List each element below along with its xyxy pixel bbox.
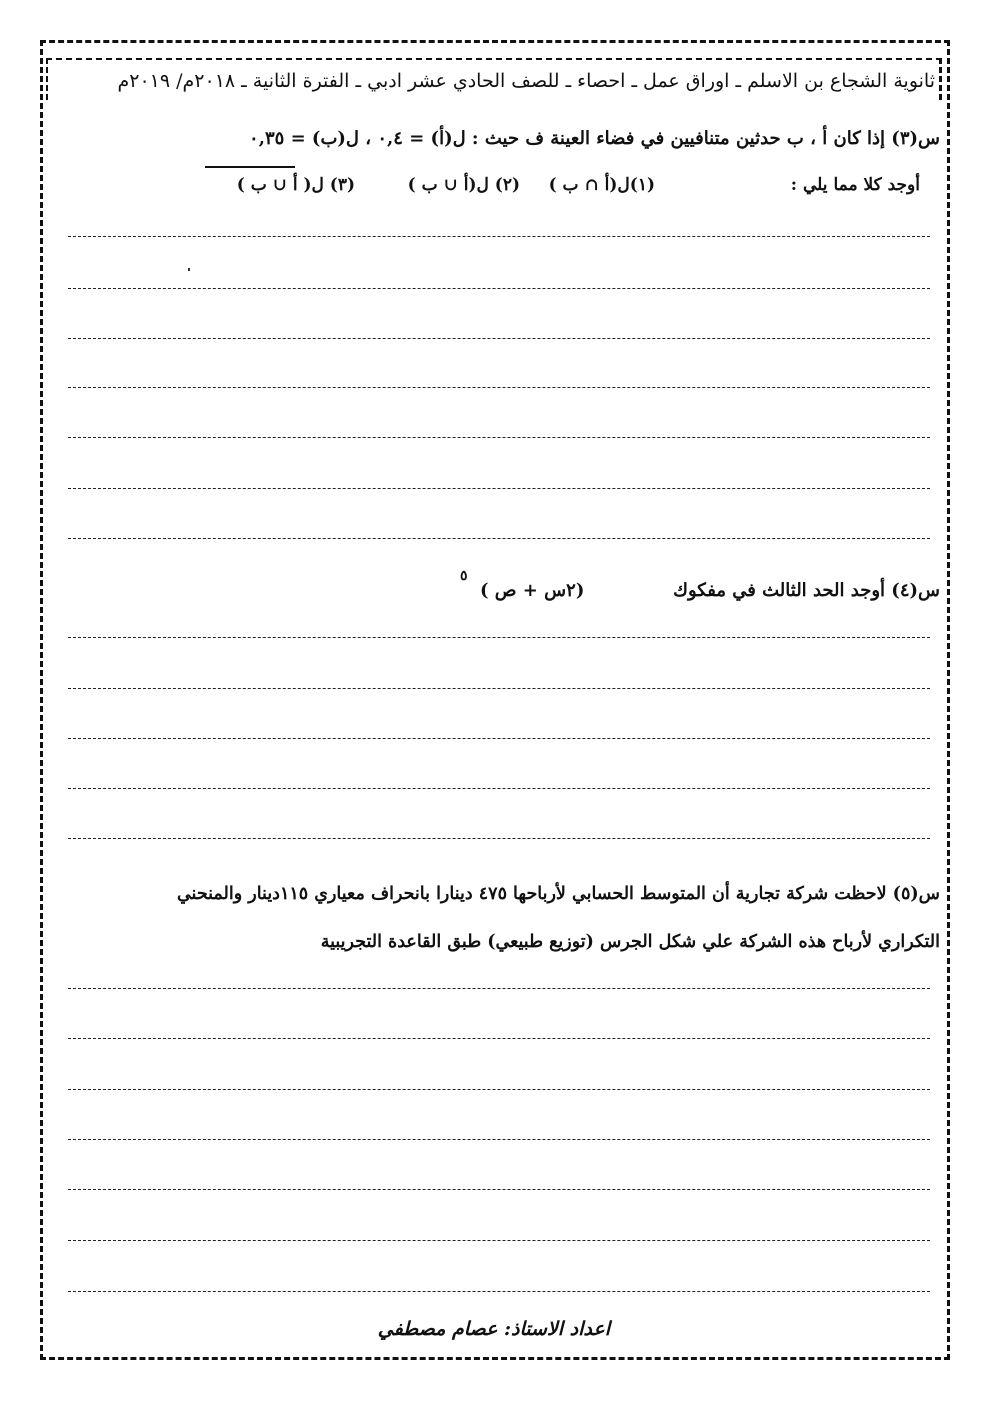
part-3: (٣) ل( ﺃ ∪ ب ): [236, 175, 355, 195]
answer-line: [68, 1189, 930, 1190]
page-border: [40, 40, 950, 1360]
binomial-exponent: ٥: [460, 568, 468, 584]
answer-line: [68, 338, 930, 339]
find-label: أوجد كلا مما يلي :: [790, 175, 920, 195]
answer-line: [68, 236, 930, 237]
answer-line: [68, 488, 930, 489]
answer-line: [68, 788, 930, 789]
answer-line: [68, 1089, 930, 1090]
answer-line: [68, 437, 930, 438]
question-4-text: س(٤) أوجد الحد الثالث في مفكوك: [673, 580, 940, 601]
part-2: (٢) ل(ﺃ ∪ ب ): [407, 175, 520, 195]
page-header: ثانوية الشجاع بن الاسلم ـ اوراق عمل ـ احصاء ـ للصف الحادي عشر ادبي ـ الفترة الثانية ـ ٢٠١٨م/ ٢٠١٩م: [117, 70, 935, 92]
answer-line: [68, 738, 930, 739]
question-3: س(٣) إذا كان ﺃ ، ب حدثين متنافيين في فضاء العينة ف حيث : ل(ﺃ) = ٠,٤ ، ل(ب) = ٠,٣٥: [249, 128, 940, 149]
answer-line: [68, 1139, 930, 1140]
answer-line: [68, 988, 930, 989]
answer-line: [68, 288, 930, 289]
stray-mark: [188, 268, 190, 271]
answer-line: [68, 838, 930, 839]
complement-bar: [205, 166, 295, 168]
question-4: [400, 568, 940, 601]
answer-line: [68, 688, 930, 689]
answer-line: [68, 1291, 930, 1292]
author-credit: اعداد الاستاذ: عصام مصطفي: [377, 1318, 610, 1340]
question-5-line-1: س(٥) لاحظت شركة تجارية أن المتوسط الحسابي لأرباحها ٤٧٥ دينارا بانحراف معياري ١١٥دينار والمنحني: [176, 884, 940, 904]
binomial-expression: (٢س + ص ): [480, 580, 585, 601]
answer-line: [68, 1240, 930, 1241]
part-1: (١)ل(ﺃ ∩ ب ): [548, 175, 655, 195]
answer-line: [68, 538, 930, 539]
answer-line: [68, 1038, 930, 1039]
answer-line: [68, 387, 930, 388]
question-5-line-2: التكراري لأرباح هذه الشركة علي شكل الجرس (توزيع طبيعي) طبق القاعدة التجريبية: [320, 932, 940, 952]
answer-line: [68, 637, 930, 638]
